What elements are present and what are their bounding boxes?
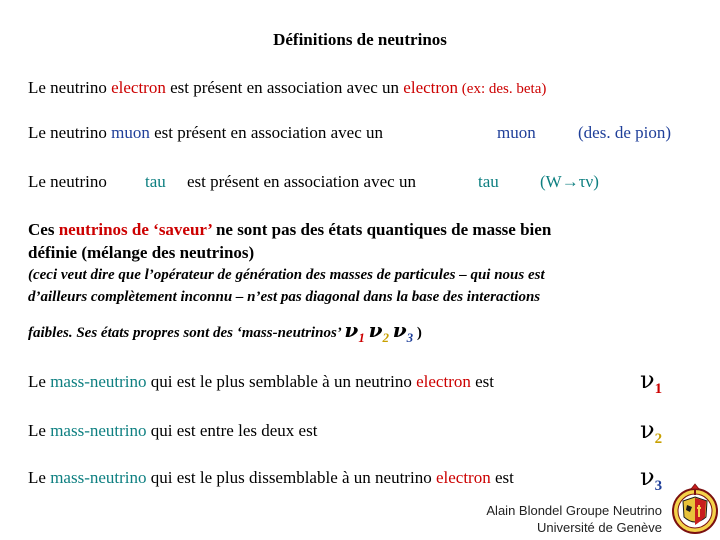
mass-operator-note-line1: (ceci veut dire que l’opérateur de génération des masses de particules – qui nous est [28,267,545,283]
subscript-3: 3 [406,330,414,345]
mass-neutrino-term: mass-neutrino [50,421,147,440]
mass-neutrino-term: mass-neutrino [50,372,147,391]
flavour-states-line2: définie (mélange des neutrinos) [28,243,255,262]
electron-word: electron [403,78,459,97]
nu-symbol: ν [344,318,359,342]
nu-symbol: ν [368,318,383,342]
geneva-university-seal-icon [671,481,719,537]
flavour-neutrinos-term: neutrinos de ‘saveur’ [58,220,212,239]
tau-neutrino-line: Le neutrino [28,172,107,191]
electron-word: electron [435,468,491,487]
w-decay-note: (W→τν) [540,172,599,191]
nu3-label: ν3 [640,463,663,494]
footer-university: Université de Genève [536,520,662,535]
footer-author: Alain Blondel Groupe Neutrino [486,503,662,518]
mass-operator-note-line3: faibles. Ses états propres sont des ‘mass-neutrinos’ ν1 ν2 ν3 ) [28,318,422,345]
tau-word: tau [478,172,499,191]
mass-neutrino-term: mass-neutrino [50,468,147,487]
pion-decay-note: (des. de pion) [578,123,672,142]
page-title: Définitions de neutrinos [273,30,447,49]
electron-word: electron [416,372,471,391]
electron-neutrino-line: Le neutrino electron est présent en association avec un electron (ex: des. beta) [28,78,547,97]
mass-neutrino-1-line: Le mass-neutrino qui est le plus semblable à un neutrino electron est [28,372,494,391]
electron-word: electron [111,78,166,97]
muon-neutrino-line: Le neutrino muon est présent en association avec un [28,123,384,142]
nu2-label: ν2 [640,416,663,447]
flavour-states-line1: Ces neutrinos de ‘saveur’ ne sont pas des états quantiques de masse bien [28,220,552,239]
nu1-label: ν1 [640,366,663,397]
muon-word: muon [497,123,536,142]
mass-operator-note-line2: d’ailleurs complètement inconnu – n’est pas diagonal dans la base des interactions [28,289,541,305]
tau-word: tau [145,172,166,191]
nu-symbol: ν [392,318,407,342]
subscript-2: 2 [382,330,389,345]
mass-neutrino-2-line: Le mass-neutrino qui est entre les deux est [28,421,318,440]
subscript-1: 1 [358,330,365,345]
beta-example: (ex: des. beta) [458,81,547,97]
muon-word: muon [111,123,150,142]
mass-neutrino-3-line: Le mass-neutrino qui est le plus dissemblable à un neutrino electron est [28,468,514,487]
